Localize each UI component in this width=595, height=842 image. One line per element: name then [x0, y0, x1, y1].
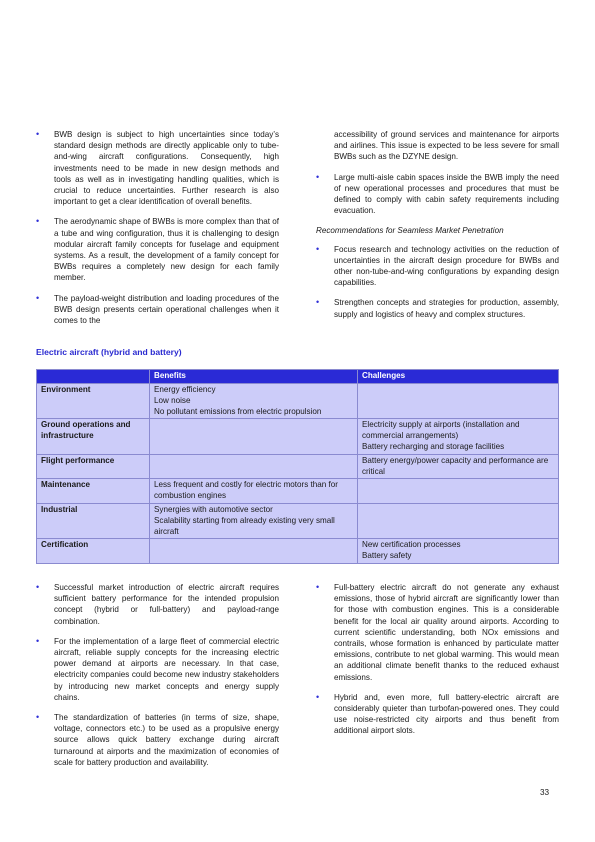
recommendations-list [316, 244, 559, 320]
table-cell-category: Maintenance [37, 479, 150, 504]
benefits-line: Less frequent and costly for electric motors than for combustion engines [154, 480, 338, 501]
table-cell-category: Certification [37, 539, 150, 564]
table-header-benefits: Benefits [150, 370, 358, 384]
table-row [37, 419, 559, 454]
table-cell-category: Industrial [37, 503, 150, 538]
table-cell-benefits [150, 454, 358, 479]
bullet-icon: • [36, 582, 40, 592]
table-cell-benefits [150, 503, 358, 538]
electric-aircraft-list [36, 582, 279, 768]
list-item: • Full-battery electric aircraft do not generate any exhaust emissions, those of hybrid aircraft are significantly lower than for those with combustion engines. This is a considerable benefit for the local air quality around airports. According to current scientific understanding, both NOx emissions and contrails, whose formation is enhanced by particulate matter emissions, contribute to net global warming. This would mean an additional climate benefit thanks to the reduced exhaust emissions. [316, 582, 559, 682]
list-item: • Large multi-aisle cabin spaces inside the BWB imply the need of new operational processes and procedures that must be defined to comply with cabin safety requirements including evacuation. [316, 171, 559, 216]
table-cell-benefits [150, 419, 358, 454]
benefits-line: No pollutant emissions from electric propulsion [154, 406, 322, 416]
electric-aircraft-list-continued [316, 582, 559, 737]
table-row [37, 454, 559, 479]
bullet-icon: • [36, 216, 40, 227]
bwb-challenges-list-continued [316, 172, 559, 217]
challenges-line: New certification processes [362, 540, 461, 550]
list-item: • The payload-weight distribution and loading procedures of the BWB design presents certain operational challenges when it comes to the [36, 292, 279, 326]
bullet-icon: • [36, 292, 40, 303]
table-cell-challenges [358, 454, 559, 479]
benefits-line: Energy efficiency [154, 385, 216, 394]
table-cell-challenges [358, 479, 559, 504]
top-left-column [36, 129, 279, 335]
list-item: • The aerodynamic shape of BWBs is more complex than that of a tube and wing configuration, thus it is challenging to design modular aircraft family concepts for fuselage and equipment systems. As a result, the development of a family concept for BWBs requires a completely new design for each family member. [36, 216, 279, 283]
bullet-icon: • [36, 129, 40, 139]
bullet-icon: • [316, 171, 320, 182]
list-item: • Successful market introduction of electric aircraft requires sufficient battery performance for the intended propulsion concept (hybrid or full-battery) and payload-range combination. [36, 582, 279, 626]
table-cell-category: Flight performance [37, 454, 150, 479]
table-row [37, 479, 559, 504]
table-cell-challenges [358, 384, 559, 419]
challenges-line: Battery safety [362, 551, 412, 561]
challenges-line: Battery energy/power capacity and performance are critical [362, 455, 549, 476]
recommendations-heading: Recommendations for Seamless Market Penetration [316, 226, 504, 236]
bottom-right-column [316, 582, 559, 746]
table-row [37, 503, 559, 538]
table-header-empty [37, 370, 150, 384]
table-row [37, 384, 559, 419]
table-cell-challenges [358, 539, 559, 564]
top-right-column [316, 129, 559, 329]
bullet-icon: • [36, 635, 40, 646]
continued-paragraph: accessibility of ground services and maintenance for airports and airlines. This issue is expected to be less severe for small BWBs such as the DZYNE design. [334, 130, 559, 162]
table-row [37, 539, 559, 564]
bullet-icon: • [316, 691, 320, 702]
bullet-icon: • [316, 243, 320, 254]
table-cell-benefits [150, 479, 358, 504]
bullet-icon: • [36, 712, 40, 723]
table-cell-benefits [150, 539, 358, 564]
section-title: Electric aircraft (hybrid and battery) [36, 347, 182, 357]
challenges-line: Electricity supply at airports (installation and commercial arrangements) [362, 420, 520, 441]
table-cell-category: Environment [37, 384, 150, 419]
table-header-challenges: Challenges [358, 370, 559, 384]
table-cell-challenges [358, 503, 559, 538]
list-item: • For the implementation of a large fleet of commercial electric aircraft, reliable supply concepts for the increasing electric power demand at airports are necessary. In that case, electricity companies could become new industry stakeholders by introducing new market concepts and energy supply chains. [36, 635, 279, 702]
challenges-line: Battery recharging and storage facilities [362, 441, 505, 451]
list-item: • Strengthen concepts and strategies for production, assembly, supply and logistics of heavy and complex structures. [316, 297, 559, 319]
bottom-left-column [36, 582, 279, 777]
benefits-challenges-table [36, 369, 559, 564]
list-item: • The standardization of batteries (in terms of size, shape, voltage, connectors etc.) to be used as a propulsive energy source allows quick battery exchange during aircraft turnaround at airports and the maximization of economies of scale for battery production and availability. [36, 712, 279, 767]
table-header-row [37, 370, 559, 384]
benefits-line: Low noise [154, 395, 191, 405]
benefits-line: Synergies with automotive sector [154, 504, 273, 514]
page-number: 33 [540, 788, 550, 797]
bullet-icon: • [316, 297, 320, 308]
list-item: • BWB design is subject to high uncertainties since today’s standard design methods are directly applicable only to tube-and-wing aircraft configurations. Consequently, high investments need to be made in new design methods and tools as well as in investigating handling qualities, which is crucial to reduce uncertainties. Further research is also important to get a clear identification of overall benefits. [36, 129, 279, 207]
table-cell-challenges [358, 419, 559, 454]
table-cell-benefits [150, 384, 358, 419]
table-cell-category: Ground operations and infrastructure [37, 419, 150, 454]
table-body [37, 384, 559, 564]
list-item: • Hybrid and, even more, full battery-electric aircraft are considerably quieter than turbofan-powered ones. They could use noise-restricted city airports and thus benefit from additional airport slots. [316, 691, 559, 736]
bwb-challenges-list [36, 129, 279, 326]
benefits-line: Scalability starting from already existing very small aircraft [154, 515, 335, 536]
bullet-icon: • [316, 582, 320, 592]
list-item: • Focus research and technology activities on the reduction of uncertainties in the aircraft design procedure for BWBs and other non-tube-and-wing configurations by expanding design capabilities. [316, 243, 559, 288]
